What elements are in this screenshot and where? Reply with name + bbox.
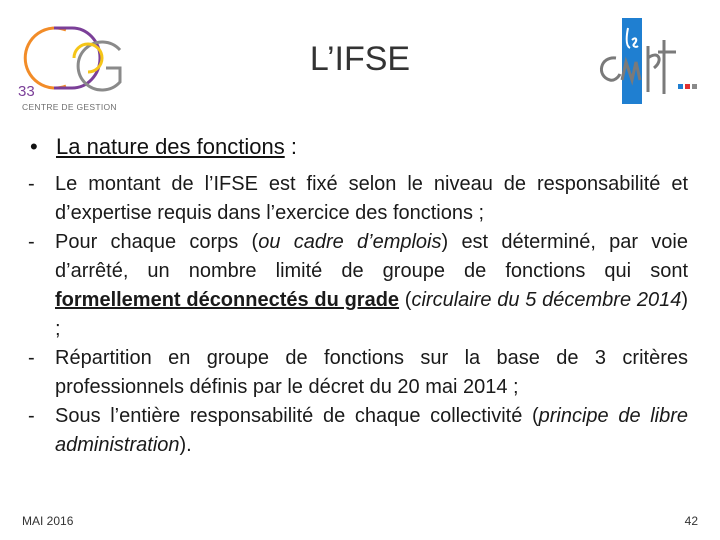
dash-marker: -	[28, 231, 35, 253]
item-text: Le montant de l’IFSE est fixé selon le niveau de responsabilité et d’expertise requis dans l’exercice des fonctions ;	[55, 173, 688, 224]
section-colon: :	[284, 134, 297, 159]
list-item	[28, 228, 688, 344]
item-text: ) ;	[55, 289, 689, 340]
cdg-number: 33	[18, 83, 35, 100]
bullet-icon: •	[30, 134, 38, 159]
section-heading-text: La nature des fonctions	[56, 134, 285, 159]
list-item	[28, 170, 688, 228]
item-italic-text: circulaire du 5 décembre 2014	[411, 289, 682, 311]
item-text: ).	[179, 434, 192, 456]
cnfpt-logo	[592, 18, 708, 104]
dash-marker: -	[28, 347, 35, 369]
item-underlined-text: formellement déconnectés du grade	[55, 289, 400, 311]
footer-date: MAI 2016	[22, 514, 74, 528]
dash-marker: -	[28, 173, 35, 195]
item-italic-text: ou cadre d’emplois	[258, 231, 442, 253]
dash-marker: -	[28, 405, 35, 427]
item-text: (	[399, 289, 412, 311]
item-text: Sous l’entière responsabilité de chaque collectivité (	[55, 405, 539, 427]
page-number: 42	[684, 514, 698, 528]
item-text: ) est déterminé, par voie d’arrêté, un nombre limité de groupe de fonctions qui sont	[55, 231, 688, 282]
item-text: Pour chaque corps (	[55, 231, 259, 253]
item-text: Répartition en groupe de fonctions sur la base de 3 critères professionnels définis par le décret du 20 mai 2014 ;	[55, 347, 688, 398]
cdg-caption: CENTRE DE GESTION	[22, 102, 117, 112]
section-heading	[30, 134, 297, 160]
list-item	[28, 344, 688, 402]
item-italic-text: principe de libre administration	[55, 405, 688, 456]
list-item	[28, 402, 688, 460]
page-title: L’IFSE	[309, 40, 411, 78]
item-list	[28, 170, 688, 460]
